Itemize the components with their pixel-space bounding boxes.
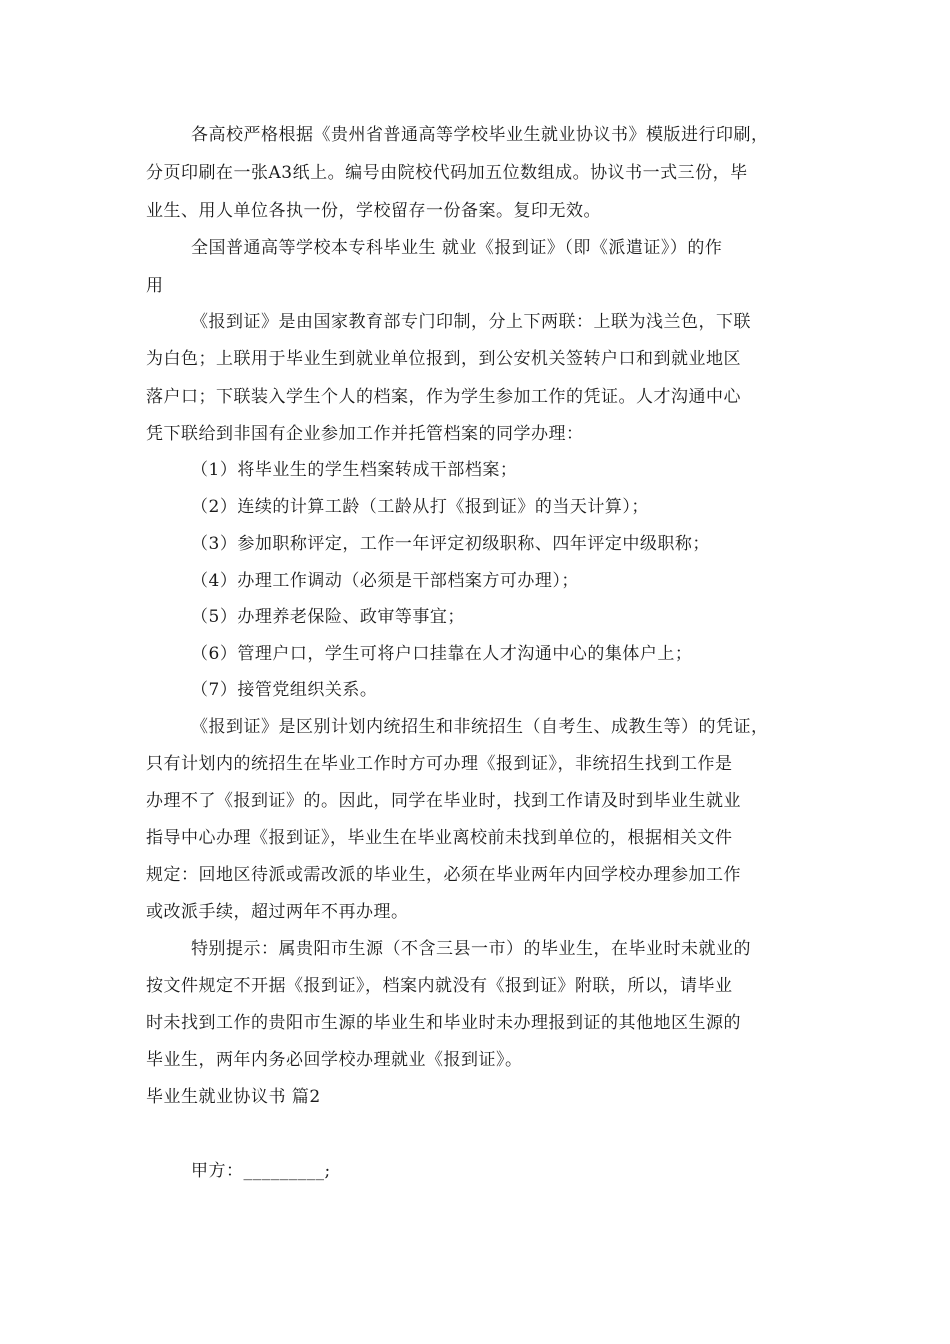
- role-heading-line: 全国普通高等学校本专科毕业生 就业《报到证》（即《派遣证》）的作: [191, 238, 723, 258]
- para-certificate-line: 凭下联给到非国有企业参加工作并托管档案的同学办理：: [146, 424, 584, 444]
- para-distinction-line: 只有计划内的统招生在毕业工作时方可办理《报到证》，非统招生找到工作是: [146, 754, 733, 774]
- role-heading-line: 用: [146, 276, 164, 296]
- para-intro-line: 业生、用人单位各执一份，学校留存一份备案。复印无效。: [146, 201, 601, 221]
- party-a-line: 甲方：_________;: [191, 1161, 331, 1181]
- list-item: （5）办理养老保险、政审等事宜；: [191, 607, 465, 627]
- para-distinction-line: 规定：回地区待派或需改派的毕业生，必须在毕业两年内回学校办理参加工作: [146, 865, 741, 885]
- list-item: （2）连续的计算工龄（工龄从打《报到证》的当天计算）；: [191, 497, 649, 517]
- para-certificate-line: 为白色；上联用于毕业生到就业单位报到，到公安机关签转户口和到就业地区: [146, 349, 741, 369]
- para-notice-line: 特别提示：属贵阳市生源（不含三县一市）的毕业生，在毕业时未就业的: [191, 939, 751, 959]
- para-notice-line: 按文件规定不开据《报到证》，档案内就没有《报到证》附联，所以，请毕业: [146, 976, 733, 996]
- section-title: 毕业生就业协议书 篇2: [146, 1087, 321, 1107]
- para-intro-line: 分页印刷在一张A3纸上。编号由院校代码加五位数组成。协议书一式三份，毕: [146, 163, 748, 183]
- list-item: （1）将毕业生的学生档案转成干部档案；: [191, 460, 518, 480]
- list-item: （4）办理工作调动（必须是干部档案方可办理）；: [191, 571, 579, 591]
- para-notice-line: 时未找到工作的贵阳市生源的毕业生和毕业时未办理报到证的其他地区生源的: [146, 1013, 741, 1033]
- para-distinction-line: 《报到证》是区别计划内统招生和非统招生（自考生、成教生等）的凭证，: [191, 717, 769, 737]
- list-item: （7）接管党组织关系。: [191, 680, 378, 700]
- para-intro-line: 各高校严格根据《贵州省普通高等学校毕业生就业协议书》模版进行印刷，: [191, 125, 769, 145]
- para-notice-line: 毕业生，两年内务必回学校办理就业《报到证》。: [146, 1050, 523, 1070]
- para-certificate-line: 落户口；下联装入学生个人的档案，作为学生参加工作的凭证。人才沟通中心: [146, 387, 741, 407]
- para-distinction-line: 或改派手续，超过两年不再办理。: [146, 902, 409, 922]
- list-item: （6）管理户口，学生可将户口挂靠在人才沟通中心的集体户上；: [191, 644, 693, 664]
- para-distinction-line: 办理不了《报到证》的。因此，同学在毕业时，找到工作请及时到毕业生就业: [146, 791, 741, 811]
- list-item: （3）参加职称评定，工作一年评定初级职称、四年评定中级职称；: [191, 534, 710, 554]
- para-distinction-line: 指导中心办理《报到证》，毕业生在毕业离校前未找到单位的，根据相关文件: [146, 828, 733, 848]
- para-certificate-line: 《报到证》是由国家教育部专门印制，分上下两联：上联为浅兰色，下联: [191, 312, 751, 332]
